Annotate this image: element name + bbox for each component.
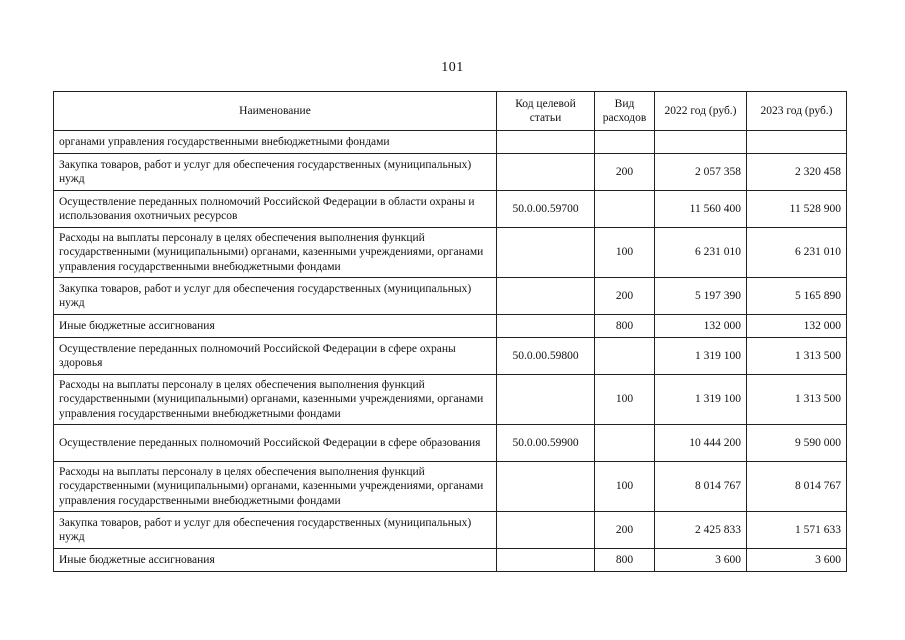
table-row bbox=[54, 191, 847, 228]
table-row bbox=[54, 315, 847, 338]
row-kind bbox=[595, 191, 655, 228]
page-number: 101 bbox=[441, 60, 464, 75]
row-code: 50.0.00.59800 bbox=[497, 338, 595, 375]
row-name: органами управления государственными внебюджетными фондами bbox=[54, 131, 497, 154]
row-2022: 2 425 833 bbox=[655, 512, 747, 549]
row-2023: 9 590 000 bbox=[747, 425, 847, 462]
row-2022 bbox=[655, 131, 747, 154]
header-name: Наименование bbox=[54, 92, 497, 131]
table-header-row bbox=[54, 92, 847, 131]
row-kind: 800 bbox=[595, 315, 655, 338]
row-2022: 132 000 bbox=[655, 315, 747, 338]
row-code bbox=[497, 228, 595, 278]
row-kind bbox=[595, 131, 655, 154]
row-2022: 6 231 010 bbox=[655, 228, 747, 278]
row-2023: 1 313 500 bbox=[747, 375, 847, 425]
row-kind bbox=[595, 338, 655, 375]
row-kind: 800 bbox=[595, 549, 655, 572]
row-2022: 5 197 390 bbox=[655, 278, 747, 315]
row-2022: 10 444 200 bbox=[655, 425, 747, 462]
row-name: Осуществление переданных полномочий Российской Федерации в области охраны и использования охотничьих ресурсов bbox=[54, 191, 497, 228]
row-code bbox=[497, 131, 595, 154]
table-row bbox=[54, 278, 847, 315]
row-kind bbox=[595, 425, 655, 462]
row-code bbox=[497, 154, 595, 191]
header-code: Код целевой статьи bbox=[497, 92, 595, 131]
row-code bbox=[497, 278, 595, 315]
row-2022: 3 600 bbox=[655, 549, 747, 572]
row-kind: 200 bbox=[595, 154, 655, 191]
row-name: Иные бюджетные ассигнования bbox=[54, 549, 497, 572]
row-2022: 8 014 767 bbox=[655, 462, 747, 512]
header-kind: Вид расходов bbox=[595, 92, 655, 131]
row-name: Закупка товаров, работ и услуг для обеспечения государственных (муниципальных) нужд bbox=[54, 278, 497, 315]
row-name: Расходы на выплаты персоналу в целях обеспечения выполнения функций государственными (муниципальными) органами, казенными учреждениями, органами управления государственными внебюджетными фондами bbox=[54, 375, 497, 425]
table-row bbox=[54, 338, 847, 375]
row-name: Закупка товаров, работ и услуг для обеспечения государственных (муниципальных) нужд bbox=[54, 512, 497, 549]
row-2022: 2 057 358 bbox=[655, 154, 747, 191]
table-row bbox=[54, 228, 847, 278]
row-code bbox=[497, 375, 595, 425]
header-2022: 2022 год (руб.) bbox=[655, 92, 747, 131]
row-2023: 3 600 bbox=[747, 549, 847, 572]
row-2023 bbox=[747, 131, 847, 154]
table-row bbox=[54, 154, 847, 191]
row-2023: 6 231 010 bbox=[747, 228, 847, 278]
table-row bbox=[54, 512, 847, 549]
row-kind: 100 bbox=[595, 375, 655, 425]
row-kind: 100 bbox=[595, 462, 655, 512]
row-code bbox=[497, 549, 595, 572]
row-name: Расходы на выплаты персоналу в целях обеспечения выполнения функций государственными (муниципальными) органами, казенными учреждениями, органами управления государственными внебюджетными фондами bbox=[54, 462, 497, 512]
table-row bbox=[54, 549, 847, 572]
row-kind: 200 bbox=[595, 512, 655, 549]
row-2023: 8 014 767 bbox=[747, 462, 847, 512]
row-code bbox=[497, 462, 595, 512]
row-2023: 5 165 890 bbox=[747, 278, 847, 315]
table-row bbox=[54, 131, 847, 154]
row-code: 50.0.00.59700 bbox=[497, 191, 595, 228]
table-row bbox=[54, 375, 847, 425]
row-name: Осуществление переданных полномочий Российской Федерации в сфере охраны здоровья bbox=[54, 338, 497, 375]
row-code bbox=[497, 512, 595, 549]
row-code bbox=[497, 315, 595, 338]
row-2023: 1 571 633 bbox=[747, 512, 847, 549]
table-row bbox=[54, 462, 847, 512]
row-name: Закупка товаров, работ и услуг для обеспечения государственных (муниципальных) нужд bbox=[54, 154, 497, 191]
table-row bbox=[54, 425, 847, 462]
row-2022: 1 319 100 bbox=[655, 375, 747, 425]
row-2023: 1 313 500 bbox=[747, 338, 847, 375]
row-2022: 1 319 100 bbox=[655, 338, 747, 375]
row-2023: 2 320 458 bbox=[747, 154, 847, 191]
row-code: 50.0.00.59900 bbox=[497, 425, 595, 462]
row-2023: 11 528 900 bbox=[747, 191, 847, 228]
header-2023: 2023 год (руб.) bbox=[747, 92, 847, 131]
row-name: Иные бюджетные ассигнования bbox=[54, 315, 497, 338]
row-kind: 100 bbox=[595, 228, 655, 278]
row-2022: 11 560 400 bbox=[655, 191, 747, 228]
budget-table bbox=[53, 91, 847, 572]
row-kind: 200 bbox=[595, 278, 655, 315]
row-name: Осуществление переданных полномочий Российской Федерации в сфере образования bbox=[54, 425, 497, 462]
row-name: Расходы на выплаты персоналу в целях обеспечения выполнения функций государственными (муниципальными) органами, казенными учреждениями, органами управления государственными внебюджетными фондами bbox=[54, 228, 497, 278]
row-2023: 132 000 bbox=[747, 315, 847, 338]
